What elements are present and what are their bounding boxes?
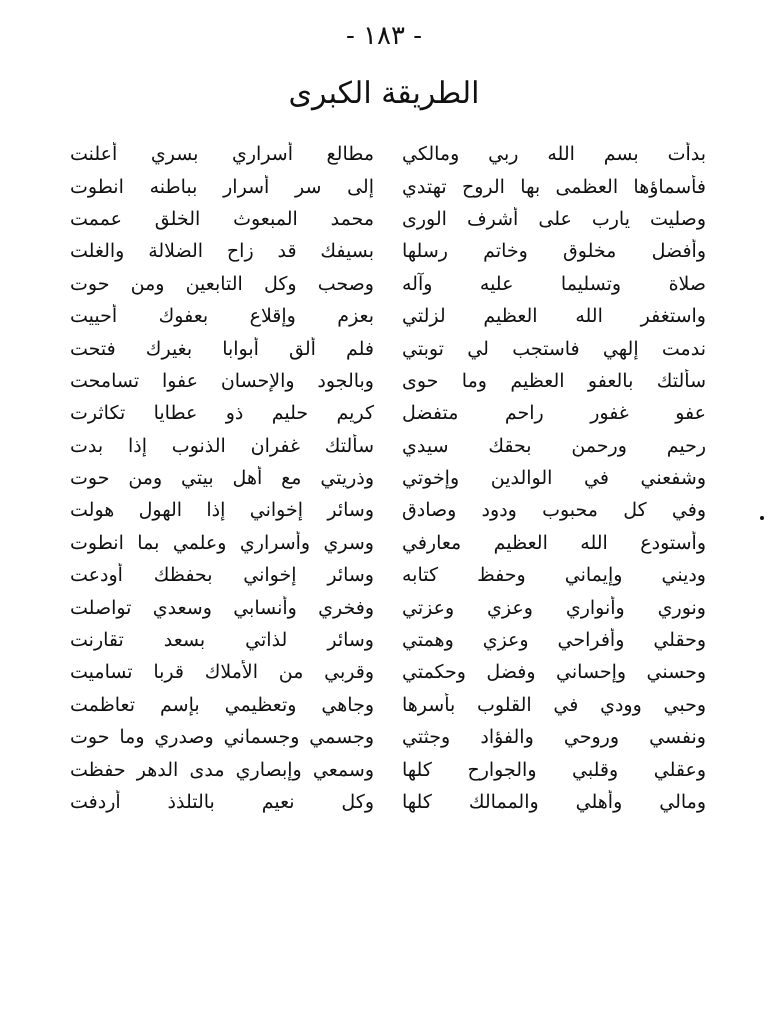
verse-line <box>70 786 706 818</box>
verse-second-hemistich: فلم ألق أبوابا بغيرك فتحت <box>70 337 374 360</box>
verse-first-hemistich: وديني وإيماني وحفظ كتابه <box>402 564 706 587</box>
verse-first-hemistich: بدأت بسم الله ربي ومالكي <box>402 143 706 166</box>
verse-second-hemistich: وفخري وأنسابي وسعدي تواصلت <box>70 596 374 619</box>
verse-line <box>70 235 706 267</box>
verse-second-hemistich: بعزم وإقلاع بعفوك أحييت <box>70 305 374 328</box>
verse-second-hemistich: مطالع أسراري بسري أعلنت <box>70 143 374 166</box>
verse-first-hemistich: رحيم ورحمن بحقك سيدي <box>402 434 706 457</box>
verse-first-hemistich: ونوري وأنواري وعزي وعزتي <box>402 596 706 619</box>
verse-line <box>70 721 706 753</box>
verse-first-hemistich: وفي كل محبوب ودود وصادق <box>402 499 706 522</box>
verse-second-hemistich: وبالجود والإحسان عفوا تسامحت <box>70 369 374 392</box>
verse-first-hemistich: فأسماؤها العظمى بها الروح تهتدي <box>402 175 706 198</box>
verse-first-hemistich: ومالي وأهلي والممالك كلها <box>402 791 706 813</box>
verse-line <box>70 689 706 721</box>
page-number: - ١٨٣ - <box>345 21 423 51</box>
verse-first-hemistich: ونفسي وروحي والفؤاد وجثتي <box>402 726 706 749</box>
verse-first-hemistich: واستغفر الله العظيم لزلتي <box>402 305 706 328</box>
verse-line <box>70 656 706 688</box>
verse-second-hemistich: وصحب وكل التابعين ومن حوت <box>70 272 374 295</box>
verse-second-hemistich: وكل نعيم بالتلذذ أردفت <box>70 791 374 813</box>
verse-first-hemistich: سألتك بالعفو العظيم وما حوى <box>402 369 706 392</box>
verse-first-hemistich: عفو غفور راحم متفضل <box>402 402 706 425</box>
verse-second-hemistich: وسري وأسراري وعلمي بما انطوت <box>70 531 374 554</box>
verse-first-hemistich: صلاة وتسليما عليه وآله <box>402 272 706 295</box>
verse-second-hemistich: محمد المبعوث الخلق عممت <box>70 207 374 230</box>
verse-line <box>70 494 706 526</box>
verse-line <box>70 624 706 656</box>
verse-first-hemistich: وحسني وإحساني وفضل وحكمتي <box>402 661 706 684</box>
verse-line <box>70 397 706 429</box>
verse-second-hemistich: وذريتي مع أهل بيتي ومن حوت <box>70 467 374 490</box>
verse-line <box>70 332 706 364</box>
verse-second-hemistich: وسمعي وإبصاري مدى الدهر حفظت <box>70 758 374 781</box>
verse-second-hemistich: إلى سر أسرار بباطنه انطوت <box>70 175 374 198</box>
verse-line <box>70 753 706 785</box>
verse-second-hemistich: بسيفك قد زاح الضلالة والغلت <box>70 240 374 263</box>
verse-line <box>70 527 706 559</box>
verse-first-hemistich: وأفضل مخلوق وخاتم رسلها <box>402 240 706 263</box>
verse-first-hemistich: وحبي وودي في القلوب بأسرها <box>402 693 706 716</box>
verse-line <box>70 430 706 462</box>
verse-second-hemistich: وجاهي وتعظيمي بإسم تعاظمت <box>70 693 374 716</box>
verse-line <box>70 591 706 623</box>
verse-second-hemistich: وسائر إخواني إذا الهول هولت <box>70 499 374 522</box>
verse-line <box>70 138 706 170</box>
verse-line <box>70 300 706 332</box>
verse-second-hemistich: وسائر لذاتي بسعد تقارنت <box>70 629 374 652</box>
verse-line <box>70 559 706 591</box>
verse-first-hemistich: ندمت إلهي فاستجب لي توبتي <box>402 337 706 360</box>
verse-second-hemistich: وجسمي وجسماني وصدري وما حوت <box>70 726 374 749</box>
verse-second-hemistich: كريم حليم ذو عطايا تكاثرت <box>70 402 374 425</box>
verse-first-hemistich: وحقلي وأفراحي وعزي وهمتي <box>402 629 706 652</box>
verse-first-hemistich: وأستودع الله العظيم معارفي <box>402 531 706 554</box>
verse-line <box>70 462 706 494</box>
poem-title: الطريقة الكبرى <box>288 76 480 111</box>
verse-line <box>70 203 706 235</box>
verse-second-hemistich: وقربي من الأملاك قربا تساميت <box>70 661 374 684</box>
verse-line <box>70 170 706 202</box>
poem-body <box>70 138 706 818</box>
verse-first-hemistich: وصليت يارب على أشرف الورى <box>402 207 706 230</box>
verse-line <box>70 365 706 397</box>
verse-first-hemistich: وشفعني في الوالدين وإخوتي <box>402 467 706 490</box>
verse-first-hemistich: وعقلي وقلبي والجوارح كلها <box>402 758 706 781</box>
verse-second-hemistich: وسائر إخواني بحفظك أودعت <box>70 564 374 587</box>
margin-dot <box>760 516 764 520</box>
verse-line <box>70 268 706 300</box>
verse-second-hemistich: سألتك غفران الذنوب إذا بدت <box>70 434 374 457</box>
